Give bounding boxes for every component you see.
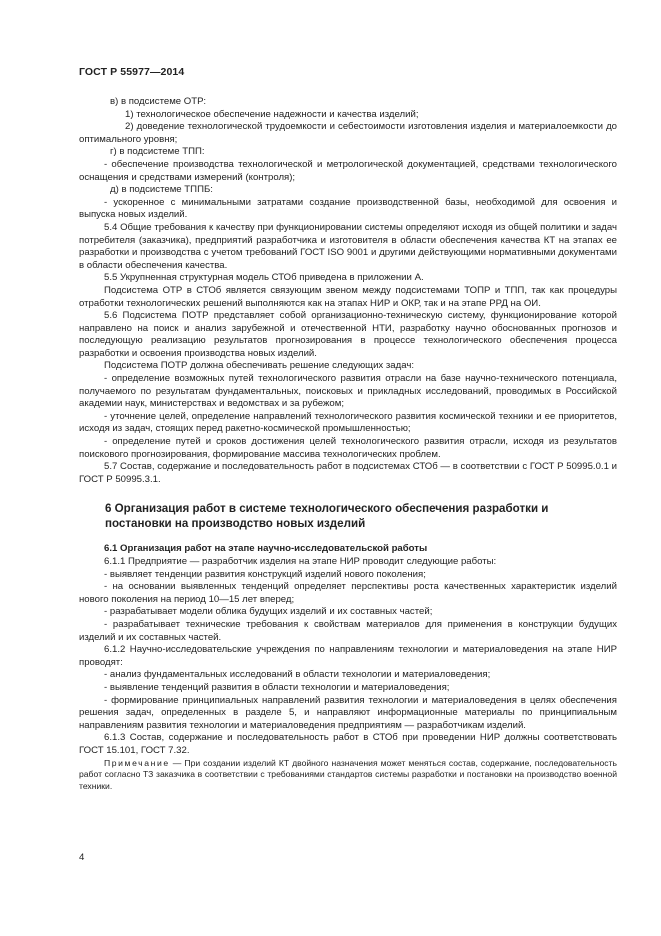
- paragraph: Подсистема ОТР в СТОб является связующим звеном между подсистемами ТОПР и ТПП, так как процедуры отработки технологических решений выполняются как на этапах НИР и ОКР, так и на этапе РРД на ОИ.: [79, 284, 617, 309]
- paragraph: 5.5 Укрупненная структурная модель СТОб приведена в приложении А.: [104, 272, 424, 284]
- list-item: 2) доведение технологической трудоемкости и себестоимости изготовления изделия и материалоемкости до оптимального уровня;: [79, 121, 617, 145]
- paragraph: Подсистема ПОТР должна обеспечивать решение следующих задач:: [104, 360, 415, 372]
- list-item: - уточнение целей, определение направлений технологического развития космической техники и ее приоритетов, исходя из задач, стоящих перед ракетно-космической промышленностью;: [79, 410, 617, 435]
- list-item: д) в подсистеме ТППБ:: [110, 184, 213, 196]
- list-item: в) в подсистеме ОТР:: [110, 96, 206, 107]
- list-item: - выявление тенденций развития в области технологии и материаловедения;: [104, 681, 450, 693]
- note: [79, 758, 617, 793]
- list-item: - на основании выявленных тенденций определяет перспективы роста качественных характеристик изделий нового поколения на период 10—15 лет вперед;: [79, 581, 617, 605]
- paragraph: 6.1.2 Научно-исследовательские учреждения по направлениям технологии и материаловедения на этапе НИР проводят:: [79, 644, 617, 668]
- list-item: г) в подсистеме ТПП:: [110, 146, 205, 158]
- page-number: 4: [79, 852, 85, 863]
- paragraph: 6.1.3 Состав, содержание и последовательность работ в СТОб при проведении НИР должны соответствовать ГОСТ 15.101, ГОСТ 7.32.: [79, 732, 617, 756]
- list-item: - разрабатывает технические требования к свойствам материалов для применения в конструкции будущих изделий и их составных частей.: [79, 618, 617, 643]
- list-item: - выявляет тенденции развития конструкций изделий нового поколения;: [104, 568, 426, 580]
- subsection-title: 6.1 Организация работ на этапе научно-исследовательской работы: [104, 543, 428, 555]
- document-body: [79, 96, 617, 792]
- list-item: 1) технологическое обеспечение надежности и качества изделий;: [125, 108, 419, 120]
- list-item: - определение путей и сроков достижения целей технологического развития отрасли, исходя из результатов поискового прогнозирования, формирование массива технологических проблем.: [79, 436, 617, 460]
- paragraph: 5.4 Общие требования к качеству при функционировании системы определяют исходя из общей политики и задач потребителя (заказчика), предприятий разработчика и изготовителя в области обеспечения качества КТ на этапах ее разработки и производства с учетом требований ГОСТ ISO 9001 и другими действующими нормативными документами в области обеспечения качества.: [79, 221, 617, 271]
- list-item: - разрабатывает модели облика будущих изделий и их составных частей;: [104, 606, 433, 618]
- paragraph: 5.7 Состав, содержание и последовательность работ в подсистемах СТОб — в соответствии с ГОСТ Р 50995.0.1 и ГОСТ Р 50995.3.1.: [79, 461, 617, 485]
- document-header: ГОСТ Р 55977—2014: [79, 66, 185, 78]
- paragraph: 5.6 Подсистема ПОТР представляет собой организационно-техническую систему, функционирование которой направлено на поиск и анализ зарубежной и отечественной НТИ, разработку научно обоснованных прогнозов и последующую реализацию результатов прогнозирования в процессе технологического обеспечения процесса разработки и освоения производства новых изделий.: [79, 310, 617, 359]
- list-item: - обеспечение производства технологической и метрологической документацией, средствами технологического оснащения и средствами измерений (контроля);: [79, 158, 617, 183]
- list-item: - формирование принципиальных направлений развития технологии и материаловедения в целях обеспечения решения задач, определенных в разделе 5, и направляют информационные материалы по принципиальным направлениям развития технологии и материаловедения предприятиям — разработчикам изделий.: [79, 694, 617, 731]
- note-label: Примечание: [104, 757, 170, 768]
- note-text: — При создании изделий КТ двойного назначения может меняться состав, содержание, последовательность работ согласно ТЗ заказчика в соответствии с требованиями стандартов системы разработки и постановки на производство военной техники.: [79, 757, 617, 791]
- list-item: - анализ фундаментальных исследований в области технологии и материаловедения;: [104, 669, 491, 681]
- list-item: - ускоренное с минимальными затратами создание производственной базы, необходимой для освоения и выпуска новых изделий.: [79, 196, 617, 221]
- paragraph: 6.1.1 Предприятие — разработчик изделия на этапе НИР проводит следующие работы:: [104, 556, 497, 567]
- list-item: - определение возможных путей технологического развития отрасли на базе научно-технического потенциала, получаемого по результатам фундаментальных, поисковых и прикладных исследований, проводимых в Российской академии наук, министерствах и ведомствах и за рубежом;: [79, 373, 617, 410]
- section-title: 6 Организация работ в системе технологического обеспечения разработки и постановки на производство новых изделий: [105, 502, 549, 531]
